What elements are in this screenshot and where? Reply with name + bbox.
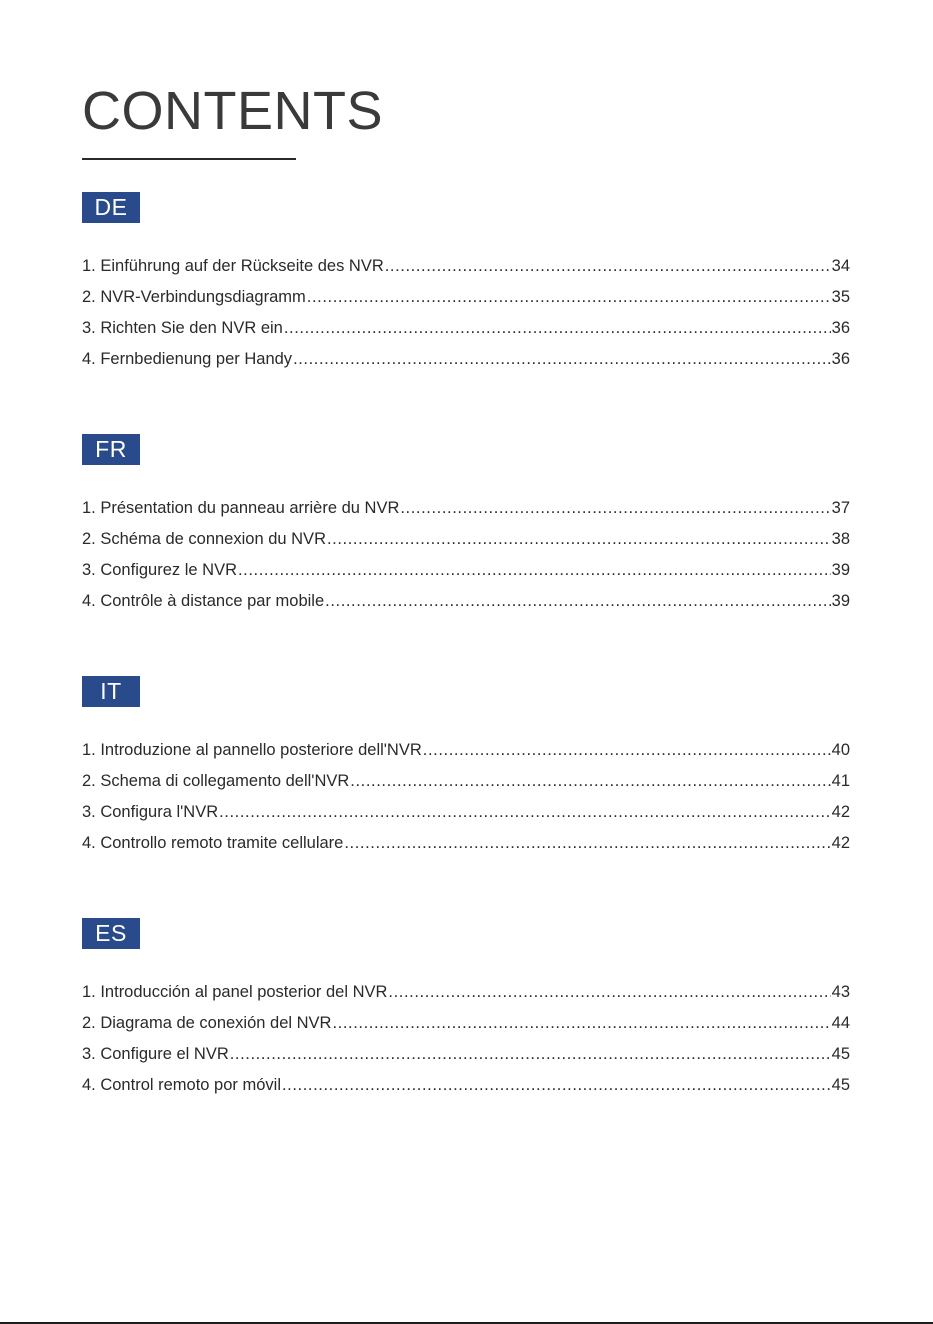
section-fr	[82, 434, 850, 610]
toc-entry-page: 42	[831, 834, 850, 852]
dot-leader	[388, 981, 830, 1003]
toc-entry-page: 39	[831, 592, 850, 610]
toc-entry-title: 3. Richten Sie den NVR ein	[82, 319, 283, 337]
toc-entry[interactable]	[82, 590, 850, 621]
dot-leader	[385, 255, 831, 277]
toc-entry-title: 4. Controllo remoto tramite cellulare	[82, 834, 344, 852]
toc-entry-title: 3. Configure el NVR	[82, 1045, 229, 1063]
toc-list-de	[82, 255, 850, 379]
language-badge-fr: FR	[82, 434, 140, 465]
toc-entry[interactable]	[82, 832, 850, 863]
toc-list-es	[82, 981, 850, 1105]
toc-entry-title: 4. Fernbedienung per Handy	[82, 350, 293, 368]
toc-entry-title: 2. Diagrama de conexión del NVR	[82, 1014, 332, 1032]
toc-entry-title: 1. Présentation du panneau arrière du NVR	[82, 499, 400, 517]
dot-leader	[332, 1012, 830, 1034]
dot-leader	[400, 497, 830, 519]
toc-entry[interactable]	[82, 497, 850, 528]
toc-entry-page: 42	[831, 803, 850, 821]
toc-entry[interactable]	[82, 770, 850, 801]
dot-leader	[325, 590, 831, 612]
dot-leader	[238, 559, 831, 581]
toc-entry-title: 4. Control remoto por móvil	[82, 1076, 281, 1094]
toc-entry-page: 35	[831, 288, 850, 306]
toc-entry-page: 45	[831, 1045, 850, 1063]
toc-entry-title: 3. Configurez le NVR	[82, 561, 237, 579]
toc-entry-title: 2. Schéma de connexion du NVR	[82, 530, 326, 548]
toc-entry-title: 2. NVR-Verbindungsdiagramm	[82, 288, 306, 306]
toc-entry[interactable]	[82, 739, 850, 770]
dot-leader	[219, 801, 831, 823]
toc-entry[interactable]	[82, 559, 850, 590]
toc-entry[interactable]	[82, 801, 850, 832]
toc-entry[interactable]	[82, 1074, 850, 1105]
toc-entry-title: 2. Schema di collegamento dell'NVR	[82, 772, 350, 790]
toc-entry[interactable]	[82, 1043, 850, 1074]
toc-entry-page: 34	[831, 257, 850, 275]
toc-entry[interactable]	[82, 317, 850, 348]
toc-entry-page: 45	[831, 1076, 850, 1094]
toc-entry-page: 43	[831, 983, 850, 1001]
toc-entry-title: 3. Configura l'NVR	[82, 803, 219, 821]
section-de	[82, 192, 850, 368]
dot-leader	[284, 317, 831, 339]
toc-entry-title: 4. Contrôle à distance par mobile	[82, 592, 325, 610]
toc-entry-title: 1. Introduzione al pannello posteriore dell'NVR	[82, 741, 422, 759]
toc-entry-page: 36	[831, 350, 850, 368]
dot-leader	[307, 286, 831, 308]
section-it	[82, 676, 850, 852]
section-es	[82, 918, 850, 1094]
dot-leader	[344, 832, 830, 854]
toc-entry-page: 41	[831, 772, 850, 790]
title-underline	[82, 158, 296, 160]
toc-entry-page: 39	[831, 561, 850, 579]
toc-entry[interactable]	[82, 1012, 850, 1043]
toc-list-fr	[82, 497, 850, 621]
toc-entry[interactable]	[82, 528, 850, 559]
toc-entry[interactable]	[82, 348, 850, 379]
toc-list-it	[82, 739, 850, 863]
toc-entry-page: 38	[831, 530, 850, 548]
toc-entry-title: 1. Einführung auf der Rückseite des NVR	[82, 257, 384, 275]
toc-entry-title: 1. Introducción al panel posterior del NVR	[82, 983, 388, 1001]
language-badge-de: DE	[82, 192, 140, 223]
dot-leader	[327, 528, 831, 550]
toc-entry-page: 44	[831, 1014, 850, 1032]
dot-leader	[350, 770, 830, 792]
dot-leader	[230, 1043, 831, 1065]
language-badge-it: IT	[82, 676, 140, 707]
toc-entry-page: 36	[831, 319, 850, 337]
dot-leader	[282, 1074, 831, 1096]
toc-entry[interactable]	[82, 286, 850, 317]
language-badge-es: ES	[82, 918, 140, 949]
toc-entry-page: 40	[831, 741, 850, 759]
dot-leader	[423, 739, 831, 761]
page-title: CONTENTS	[82, 81, 383, 141]
toc-entry[interactable]	[82, 255, 850, 286]
dot-leader	[293, 348, 831, 370]
toc-entry-page: 37	[831, 499, 850, 517]
toc-entry[interactable]	[82, 981, 850, 1012]
